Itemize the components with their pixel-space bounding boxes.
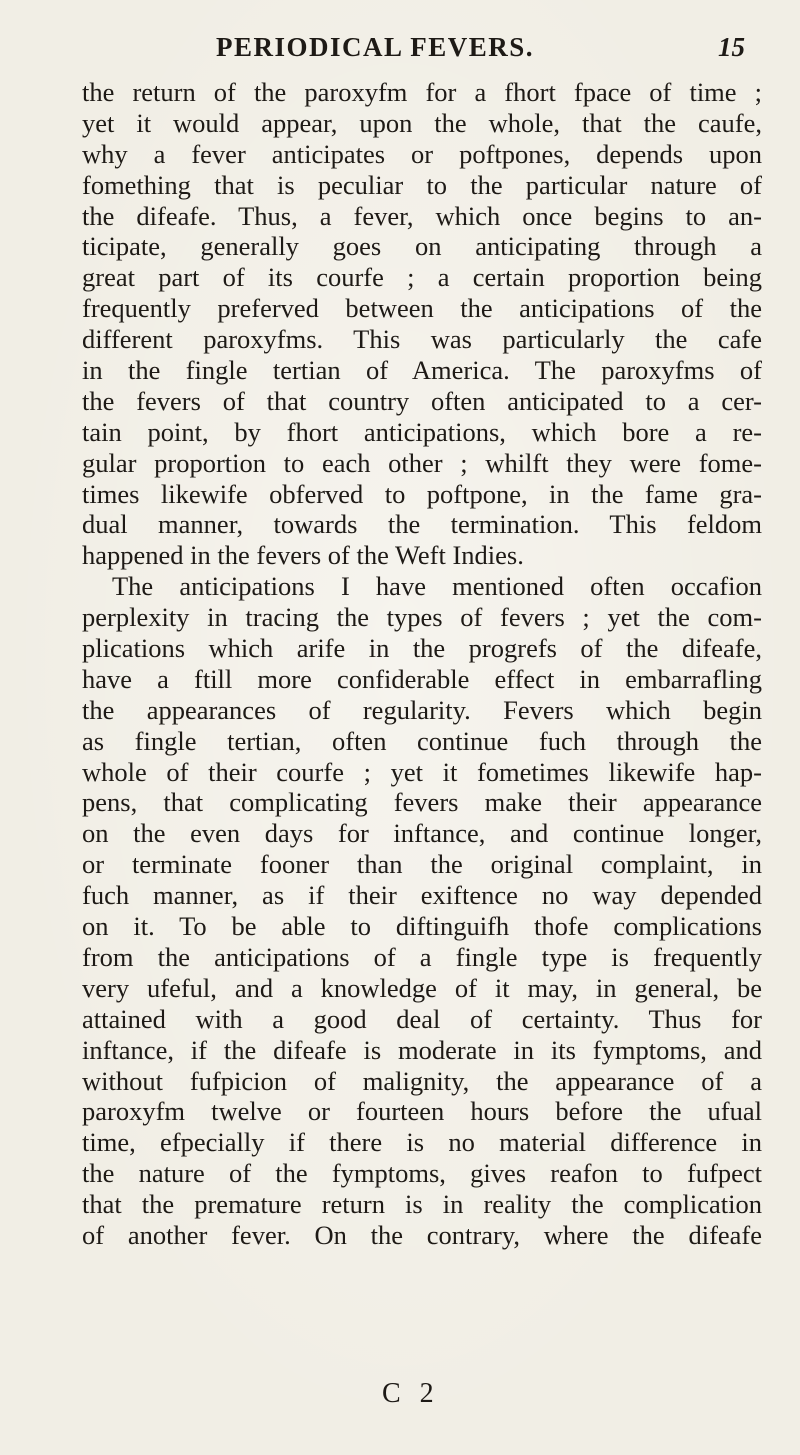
text-line: the fevers of that country often anticipated to a cer- [82, 385, 762, 416]
text-line: the appearances of regularity. Fevers which begin [82, 694, 762, 725]
text-line: that the premature return is in reality the complication [82, 1189, 762, 1220]
text-line: ticipate, generally goes on anticipating through a [82, 231, 762, 262]
text-line: or terminate fooner than the original complaint, in [82, 849, 762, 880]
body-text [82, 77, 762, 1251]
text-line: frequently preferved between the anticipations of the [82, 293, 762, 324]
text-line: without fufpicion of malignity, the appearance of a [82, 1065, 762, 1096]
text-line: inftance, if the difeafe is moderate in its fymptoms, and [82, 1034, 762, 1065]
text-line: plications which arife in the progrefs of the difeafe, [82, 633, 762, 664]
text-line: very ufeful, and a knowledge of it may, in general, be [82, 972, 762, 1003]
text-line: on it. To be able to diftinguifh thofe complications [82, 911, 762, 942]
page-header [0, 32, 800, 72]
text-line: the return of the paroxyfm for a fhort fpace of time ; [82, 77, 762, 107]
text-line: fuch manner, as if their exiftence no way depended [82, 880, 762, 911]
text-line: great part of its courfe ; a certain proportion being [82, 262, 762, 293]
text-line: fomething that is peculiar to the particular nature of [82, 169, 762, 200]
text-line: as fingle tertian, often continue fuch through the [82, 725, 762, 756]
text-line: times likewife obferved to poftpone, in the fame gra- [82, 478, 762, 509]
text-line: different paroxyfms. This was particularly the cafe [82, 324, 762, 355]
text-line: time, efpecially if there is no material difference in [82, 1127, 762, 1158]
text-line: tain point, by fhort anticipations, which bore a re- [82, 416, 762, 447]
text-line: attained with a good deal of certainty. Thus for [82, 1003, 762, 1034]
text-line: dual manner, towards the termination. This feldom [82, 509, 762, 540]
page-number: 15 [718, 32, 745, 62]
text-line: pens, that complicating fevers make their appearance [82, 787, 762, 818]
text-line: paroxyfm twelve or fourteen hours before the ufual [82, 1096, 762, 1127]
paragraph-start-line: The anticipations I have mentioned often occafion [112, 571, 762, 602]
text-line: why a fever anticipates or poftpones, depends upon [82, 138, 762, 169]
text-line: happened in the fevers of the Weft Indies. [82, 540, 524, 571]
text-line: perplexity in tracing the types of fevers ; yet the com- [82, 602, 762, 633]
text-line: on the even days for inftance, and continue longer, [82, 818, 762, 849]
text-line: in the fingle tertian of America. The paroxyfms of [82, 355, 762, 386]
text-line: from the anticipations of a fingle type is frequently [82, 941, 762, 972]
text-line: yet it would appear, upon the whole, that the caufe, [82, 107, 762, 138]
running-head: PERIODICAL FEVERS. [216, 32, 535, 62]
text-line: have a ftill more confiderable effect in embarrafling [82, 663, 762, 694]
text-line: the nature of the fymptoms, gives reafon to fufpect [82, 1158, 762, 1189]
text-line: gular proportion to each other ; whilft they were fome- [82, 447, 762, 478]
signature-mark: C 2 [382, 1378, 440, 1409]
text-line: the difeafe. Thus, a fever, which once begins to an- [82, 200, 762, 231]
text-line: whole of their courfe ; yet it fometimes likewife hap- [82, 756, 762, 787]
text-line: of another fever. On the contrary, where the difeafe [82, 1219, 762, 1250]
